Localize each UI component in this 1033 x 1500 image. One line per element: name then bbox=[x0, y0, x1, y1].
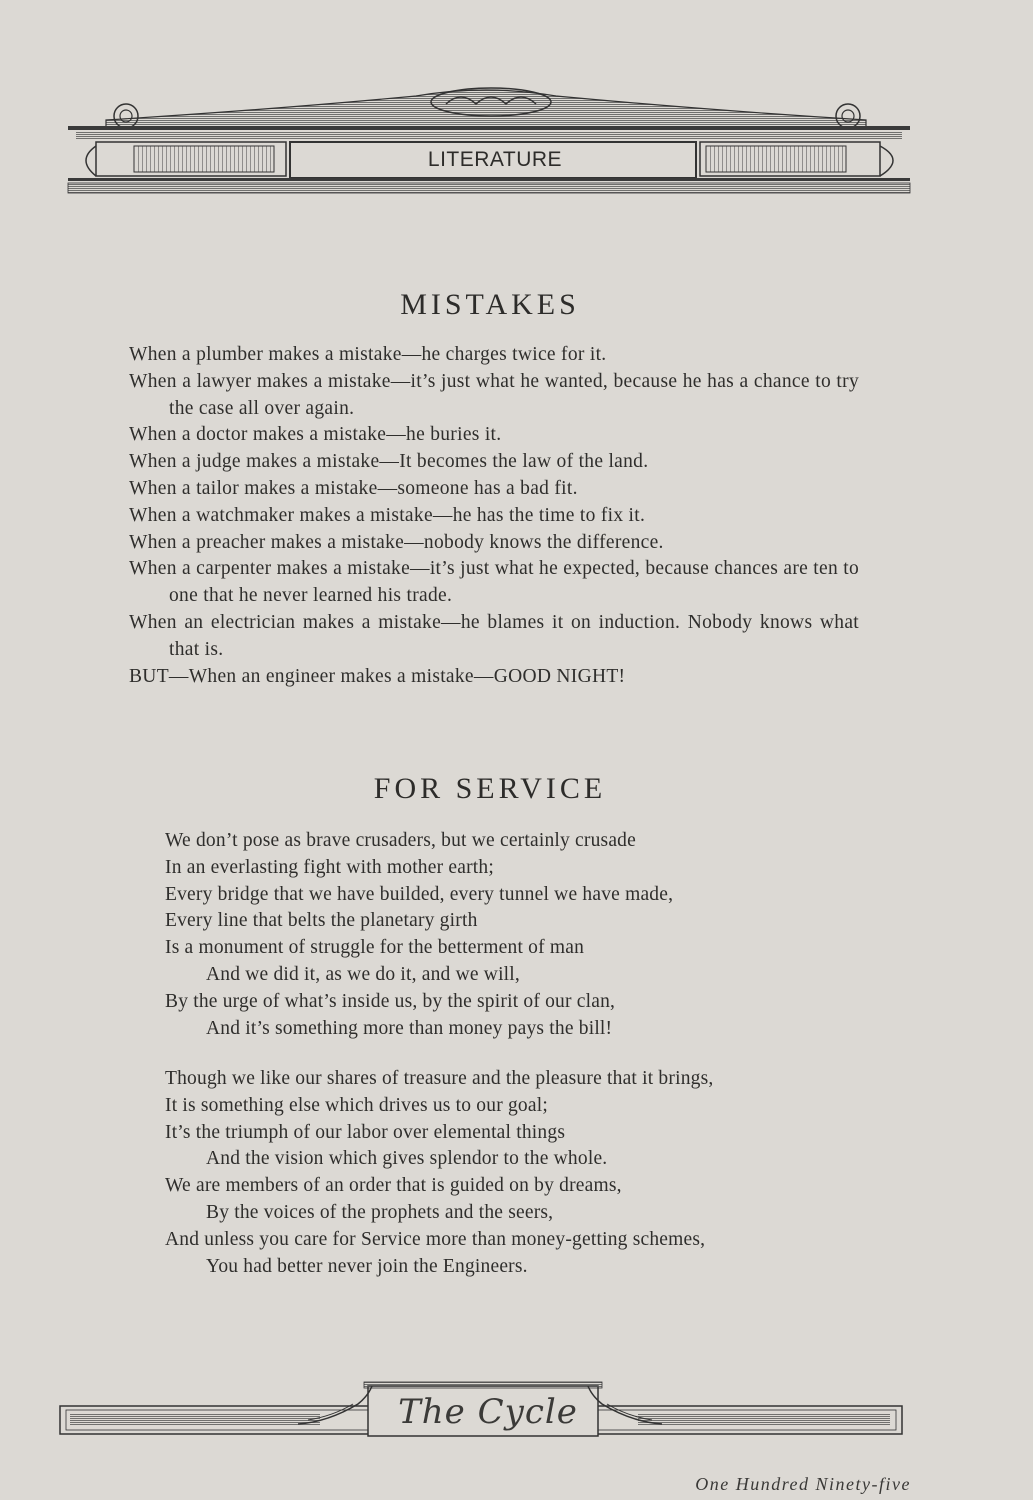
mistakes-line: When a carpenter makes a mistake—it’s just what he expected, because chances are ten to one that he never learned his trade. bbox=[129, 558, 859, 607]
poem-line: And the vision which gives splendor to the whole. bbox=[206, 1148, 608, 1170]
mistakes-line: When a preacher makes a mistake—nobody knows the difference. bbox=[129, 531, 664, 553]
for-service-title: FOR SERVICE bbox=[373, 772, 607, 805]
poem-line: We don’t pose as brave crusaders, but we certainly crusade bbox=[165, 830, 636, 851]
footer-title: The Cycle bbox=[398, 1392, 578, 1432]
poem-line: It’s the triumph of our labor over elemental things bbox=[165, 1121, 566, 1143]
mistakes-line: When a tailor makes a mistake—someone has a bad fit. bbox=[129, 477, 578, 499]
poem-line: Every bridge that we have builded, every tunnel we have made, bbox=[165, 883, 674, 905]
mistakes-line: When an electrician makes a mistake—he blames it on induction. Nobody knows what that is. bbox=[129, 611, 859, 660]
poem-line: And we did it, as we do it, and we will, bbox=[206, 963, 520, 985]
poem-line: By the voices of the prophets and the seers, bbox=[206, 1201, 554, 1223]
poem-line: Is a monument of struggle for the betterment of man bbox=[165, 937, 585, 959]
poem-line: You had better never join the Engineers. bbox=[206, 1255, 528, 1277]
poem-line: In an everlasting fight with mother earth; bbox=[165, 856, 494, 878]
poem-line: Every line that belts the planetary girth bbox=[165, 910, 478, 932]
mistakes-title: MISTAKES bbox=[400, 288, 580, 321]
mistakes-line: When a lawyer makes a mistake—it’s just what he wanted, because he has a chance to try the case all over again. bbox=[129, 370, 859, 419]
poem-line: We are members of an order that is guided on by dreams, bbox=[165, 1175, 622, 1197]
mistakes-line: When a doctor makes a mistake—he buries it. bbox=[129, 424, 502, 446]
poem-line: It is something else which drives us to our goal; bbox=[165, 1094, 548, 1116]
mistakes-line: When a watchmaker makes a mistake—he has the time to fix it. bbox=[129, 504, 646, 526]
mistakes-line: When a plumber makes a mistake—he charges twice for it. bbox=[129, 344, 607, 365]
mistakes-line: When a judge makes a mistake—It becomes the law of the land. bbox=[129, 451, 649, 473]
page-number: One Hundred Ninety-five bbox=[695, 1474, 911, 1494]
header-banner-ornament bbox=[66, 80, 912, 196]
poem-line: And unless you care for Service more than money-getting schemes, bbox=[165, 1228, 706, 1250]
mistakes-line: BUT—When an engineer makes a mistake—GOOD NIGHT! bbox=[129, 665, 626, 687]
poem-stanza-2 bbox=[165, 1066, 865, 1280]
poem-line: And it’s something more than money pays the bill! bbox=[206, 1017, 613, 1039]
section-header-title: LITERATURE bbox=[427, 147, 563, 171]
poem-line: By the urge of what’s inside us, by the spirit of our clan, bbox=[165, 990, 616, 1012]
mistakes-text bbox=[129, 342, 859, 690]
poem-stanza-1 bbox=[165, 828, 865, 1042]
poem-line: Though we like our shares of treasure and the pleasure that it brings, bbox=[165, 1068, 714, 1089]
